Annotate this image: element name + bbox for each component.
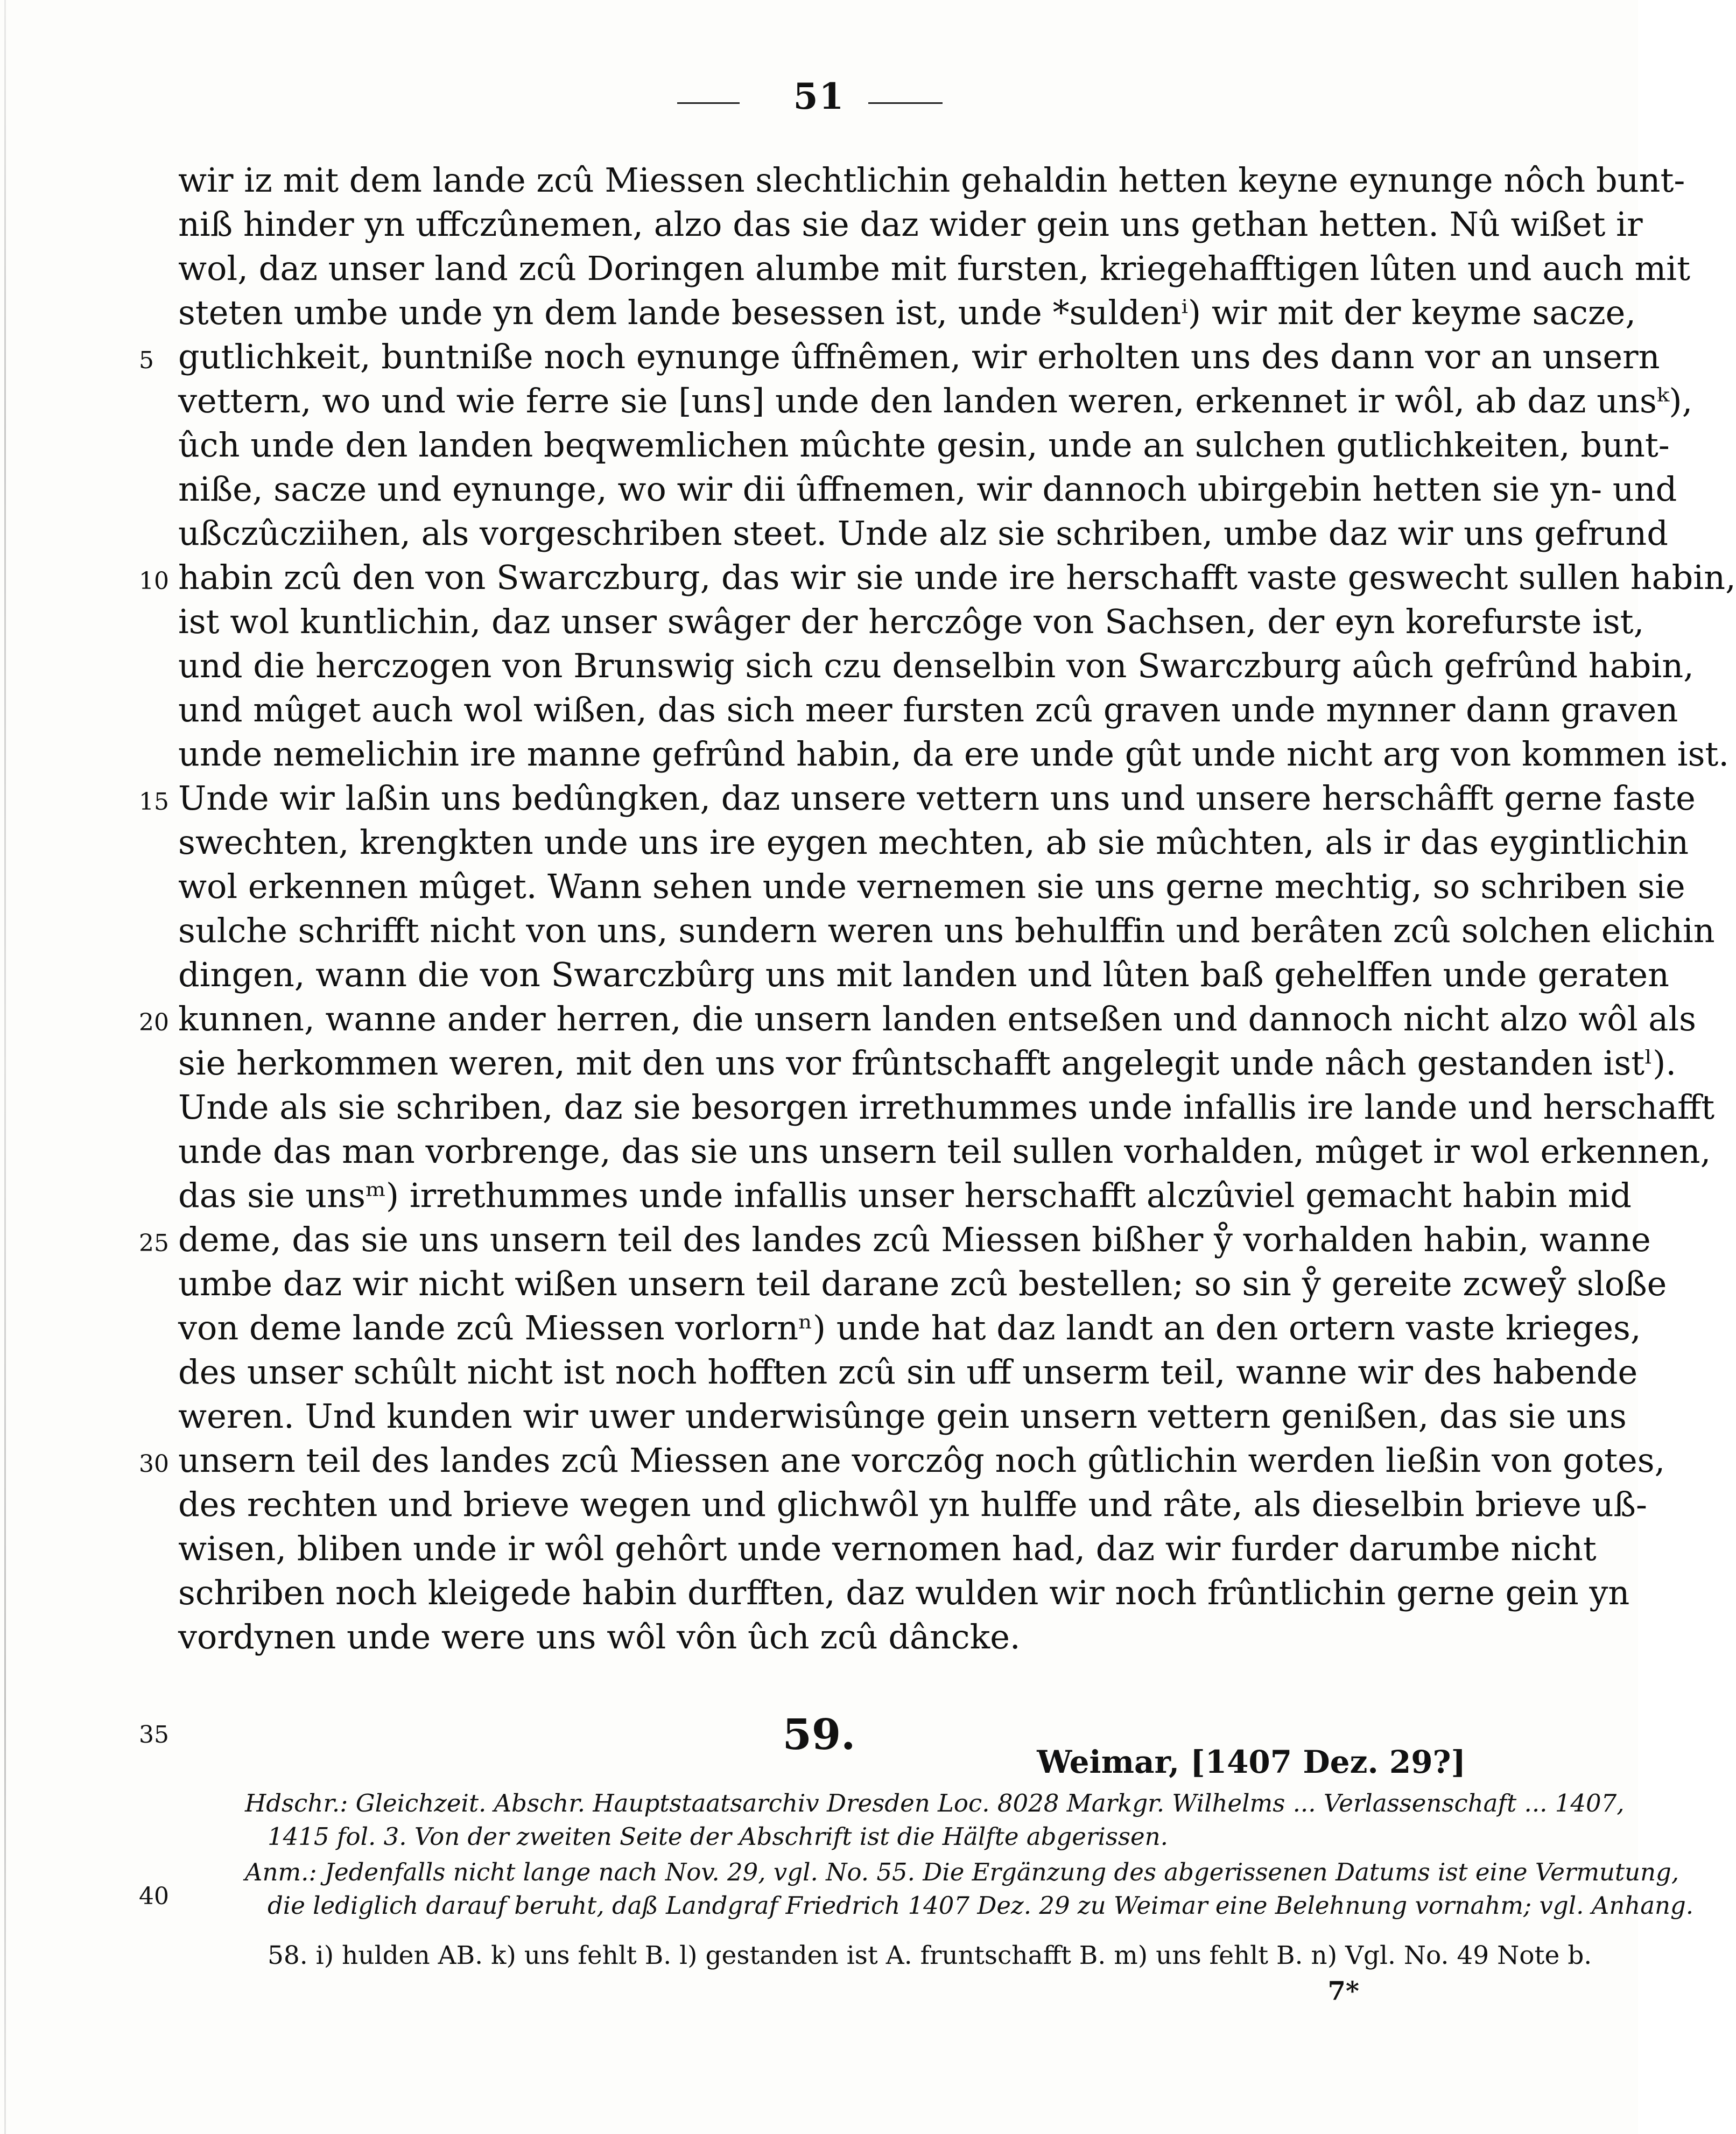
- body-line: des rechten und brieve wegen und glichwôl yn hulffe und râte, als dieselbin brieve uß-: [178, 1485, 1647, 1524]
- manuscript-note: Hdschr.: Gleichzeit. Abschr. Hauptstaatsarchiv Dresden Loc. 8028 Markgr. Wilhelms ... Verlassenschaft ... 1407,: [245, 1789, 1625, 1817]
- body-line: wisen, bliben unde ir wôl gehôrt unde vernomen had, daz wir furder darumbe nicht: [178, 1529, 1597, 1568]
- body-line: habin zcû den von Swarczburg, das wir sie unde ire herschafft vaste geswecht sullen habin,: [178, 558, 1736, 597]
- annotation-note: die lediglich darauf beruht, daß Landgraf Friedrich 1407 Dez. 29 zu Weimar eine Belehnung vornahm; vgl. Anhang.: [268, 1891, 1694, 1920]
- footnote: 58. i) hulden AB. k) uns fehlt B. l) gestanden ist A. fruntschafft B. m) uns fehlt B. n) Vgl. No. 49 Note b.: [268, 1941, 1592, 1970]
- body-line: und die herczogen von Brunswig sich czu denselbin von Swarczburg aûch gefrûnd habin,: [178, 646, 1694, 685]
- body-line: von deme lande zcû Miessen vorlornⁿ) unde hat daz landt an den ortern vaste krieges,: [178, 1308, 1641, 1347]
- line-number: 40: [139, 1883, 169, 1910]
- body-line: des unser schûlt nicht ist noch hofften zcû sin uff unserm teil, wanne wir des habende: [178, 1352, 1638, 1392]
- document-number: 59.: [782, 1710, 856, 1759]
- body-line: ußczûcziihen, als vorgeschriben steet. Unde alz sie schriben, umbe daz wir uns gefrund: [178, 514, 1668, 553]
- body-line: unde das man vorbrenge, das sie uns unsern teil sullen vorhalden, mûget ir wol erkennen,: [178, 1132, 1711, 1171]
- body-line: unsern teil des landes zcû Miessen ane vorczôg noch gûtlichin werden ließin von gotes,: [178, 1441, 1665, 1480]
- body-line: sulche schrifft nicht von uns, sundern weren uns behulffin und berâten zcû solchen elichin: [178, 911, 1715, 950]
- body-line: unde nemelichin ire manne gefrûnd habin, da ere unde gût unde nicht arg von kommen ist.: [178, 734, 1730, 774]
- line-number: 5: [139, 347, 154, 374]
- manuscript-note: 1415 fol. 3. Von der zweiten Seite der Abschrift ist die Hälfte abgerissen.: [268, 1822, 1168, 1851]
- annotation-note: Anm.: Jedenfalls nicht lange nach Nov. 29, vgl. No. 55. Die Ergänzung des abgerissenen Datums ist eine Vermutung,: [245, 1858, 1679, 1886]
- line-number: 10: [139, 567, 169, 595]
- line-number: 20: [139, 1009, 169, 1036]
- line-number: 25: [139, 1230, 169, 1257]
- body-line: Unde als sie schriben, daz sie besorgen irrethummes unde infallis ire lande und herschafft: [178, 1087, 1715, 1127]
- body-line: vordynen unde were uns wôl vôn ûch zcû dâncke.: [178, 1617, 1021, 1656]
- page-number: 51: [793, 75, 845, 117]
- body-line: swechten, krengkten unde uns ire eygen mechten, ab sie mûchten, als ir das eygintlichin: [178, 823, 1689, 862]
- header-dash-right: [868, 102, 943, 104]
- body-line: wol erkennen mûget. Wann sehen unde vernemen sie uns gerne mechtig, so schriben sie: [178, 867, 1685, 906]
- body-line: wol, daz unser land zcû Doringen alumbe mit fursten, kriegehafftigen lûten und auch mit: [178, 249, 1690, 288]
- body-line: weren. Und kunden wir uwer underwisûnge gein unsern vettern genißen, das sie uns: [178, 1396, 1627, 1436]
- body-line: niß hinder yn uffczûnemen, alzo das sie daz wider gein uns gethan hetten. Nû wißet ir: [178, 205, 1643, 244]
- line-number: 35: [139, 1721, 169, 1749]
- body-line: schriben noch kleigede habin durfften, daz wulden wir noch frûntlichin gerne gein yn: [178, 1573, 1630, 1612]
- place-date: Weimar, [1407 Dez. 29?]: [1037, 1744, 1466, 1780]
- body-line: sie herkommen weren, mit den uns vor frûntschafft angelegit unde nâch gestanden istˡ).: [178, 1043, 1677, 1083]
- body-line: vettern, wo und wie ferre sie [uns] unde den landen weren, erkennet ir wôl, ab daz unsᵏ),: [178, 381, 1693, 420]
- line-number: 15: [139, 788, 169, 816]
- body-line: deme, das sie uns unsern teil des landes zcû Miessen bißher ẙ vorhalden habin, wanne: [178, 1220, 1651, 1259]
- binding-edge: [4, 0, 6, 2134]
- body-line: umbe daz wir nicht wißen unsern teil darane zcû bestellen; so sin ẙ gereite zcweẙ sloße: [178, 1264, 1667, 1303]
- line-number: 30: [139, 1450, 169, 1478]
- body-line: wir iz mit dem lande zcû Miessen slechtlichin gehaldin hetten keyne eynunge nôch bunt-: [178, 160, 1685, 200]
- body-line: niße, sacze und eynunge, wo wir dii ûffnemen, wir dannoch ubirgebin hetten sie yn- und: [178, 469, 1677, 509]
- body-line: gutlichkeit, buntniße noch eynunge ûffnêmen, wir erholten uns des dann vor an unsern: [178, 337, 1660, 376]
- body-line: und mûget auch wol wißen, das sich meer fursten zcû graven unde mynner dann graven: [178, 690, 1678, 729]
- signature-mark: 7*: [1327, 1976, 1359, 2006]
- body-line: kunnen, wanne ander herren, die unsern landen entseßen und dannoch nicht alzo wôl als: [178, 999, 1696, 1038]
- body-line: ist wol kuntlichin, daz unser swâger der herczôge von Sachsen, der eyn korefurste ist,: [178, 602, 1644, 641]
- body-line: Unde wir laßin uns bedûngken, daz unsere vettern uns und unsere herschâfft gerne faste: [178, 778, 1696, 818]
- body-line: steten umbe unde yn dem lande besessen ist, unde *suldenⁱ) wir mit der keyme sacze,: [178, 293, 1636, 332]
- body-line: das sie unsᵐ) irrethummes unde infallis unser herschafft alczûviel gemacht habin mid: [178, 1176, 1632, 1215]
- body-line: ûch unde den landen beqwemlichen mûchte gesin, unde an sulchen gutlichkeiten, bunt-: [178, 425, 1670, 465]
- body-line: dingen, wann die von Swarczbûrg uns mit landen und lûten baß gehelffen unde geraten: [178, 955, 1669, 994]
